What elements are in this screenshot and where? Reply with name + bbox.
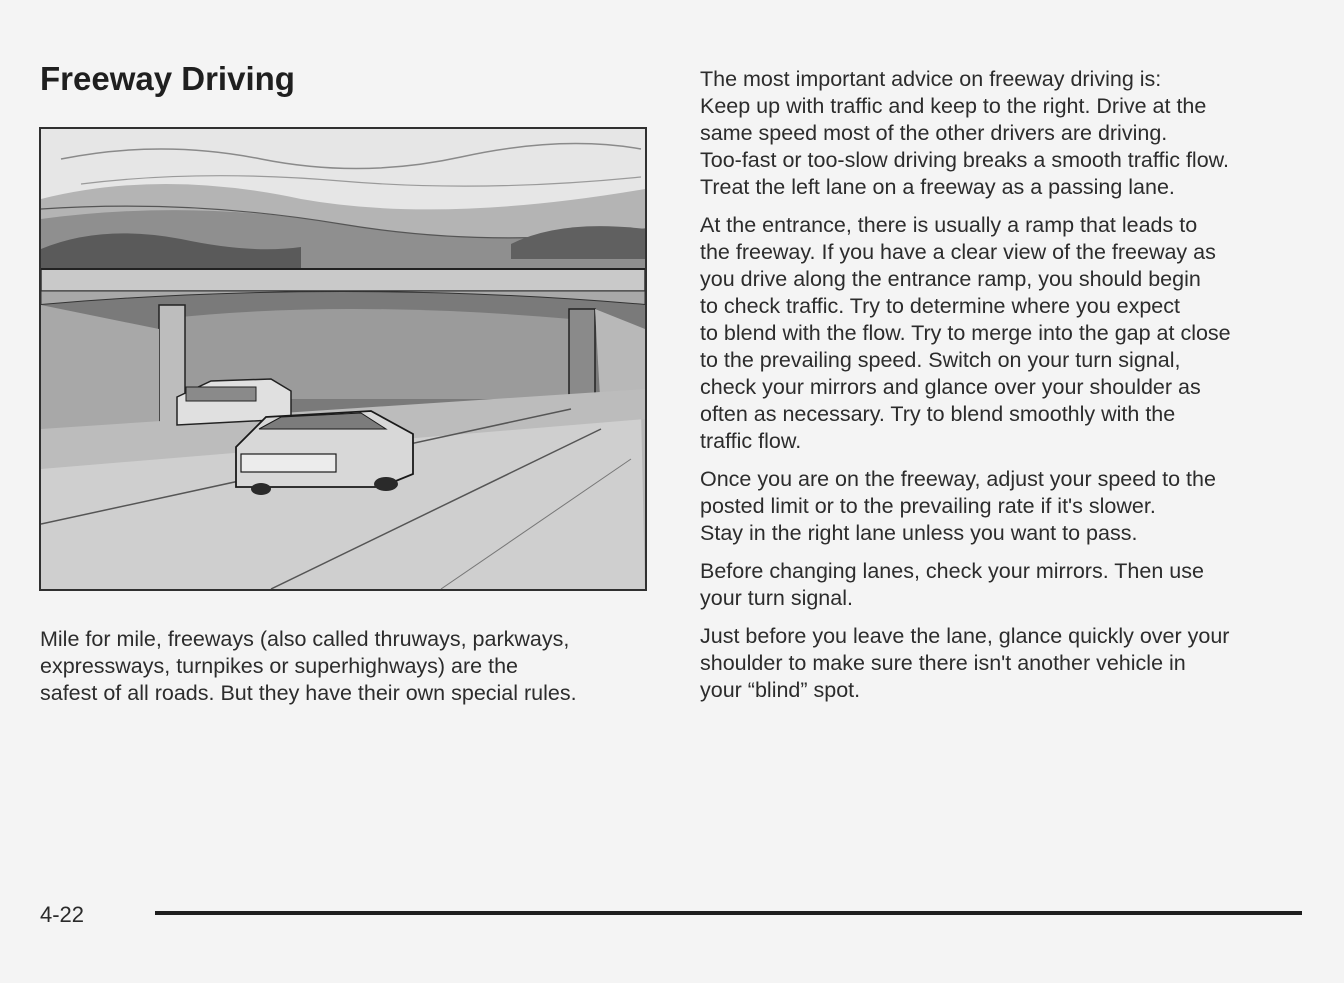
text-line: to the prevailing speed. Switch on your turn signal, — [700, 348, 1181, 372]
paragraph-entrance-ramp — [700, 212, 1315, 455]
text-line: posted limit or to the prevailing rate if it's slower. — [700, 494, 1156, 518]
caption-line: expressways, turnpikes or superhighways) are the — [40, 654, 518, 678]
text-line: check your mirrors and glance over your shoulder as — [700, 375, 1201, 399]
text-line: often as necessary. Try to blend smoothly with the — [700, 402, 1176, 426]
text-line: you drive along the entrance ramp, you should begin — [700, 267, 1201, 291]
text-line: traffic flow. — [700, 429, 802, 453]
text-line: Stay in the right lane unless you want to pass. — [700, 521, 1138, 545]
illustration-caption — [40, 626, 660, 707]
freeway-overpass-illustration — [39, 127, 647, 591]
paragraph-on-freeway — [700, 466, 1315, 547]
paragraph-advice — [700, 66, 1315, 201]
page-number: 4-22 — [40, 902, 85, 927]
text-line: to check traffic. Try to determine where you expect — [700, 294, 1180, 318]
caption-line: safest of all roads. But they have their own special rules. — [40, 681, 577, 705]
text-line: Keep up with traffic and keep to the right. Drive at the — [700, 94, 1207, 118]
text-line: your “blind” spot. — [700, 678, 861, 702]
text-line: to blend with the flow. Try to merge into the gap at close — [700, 321, 1231, 345]
text-line: Just before you leave the lane, glance quickly over your — [700, 624, 1230, 648]
text-line: At the entrance, there is usually a ramp that leads to — [700, 213, 1198, 237]
text-line: the freeway. If you have a clear view of the freeway as — [700, 240, 1216, 264]
text-line: Once you are on the freeway, adjust your speed to the — [700, 467, 1216, 491]
footer-divider — [155, 911, 1302, 915]
text-line: shoulder to make sure there isn't another vehicle in — [700, 651, 1186, 675]
text-line: The most important advice on freeway driving is: — [700, 67, 1162, 91]
text-line: Too-fast or too-slow driving breaks a smooth traffic flow. — [700, 148, 1229, 172]
page-title: Freeway Driving — [40, 60, 295, 97]
body-text-column — [700, 66, 1315, 715]
text-line: Before changing lanes, check your mirrors. Then use — [700, 559, 1204, 583]
paragraph-changing-lanes — [700, 558, 1315, 612]
text-line: your turn signal. — [700, 586, 853, 610]
caption-line: Mile for mile, freeways (also called thruways, parkways, — [40, 627, 570, 651]
text-line: same speed most of the other drivers are driving. — [700, 121, 1168, 145]
text-line: Treat the left lane on a freeway as a passing lane. — [700, 175, 1175, 199]
paragraph-blind-spot — [700, 623, 1315, 704]
